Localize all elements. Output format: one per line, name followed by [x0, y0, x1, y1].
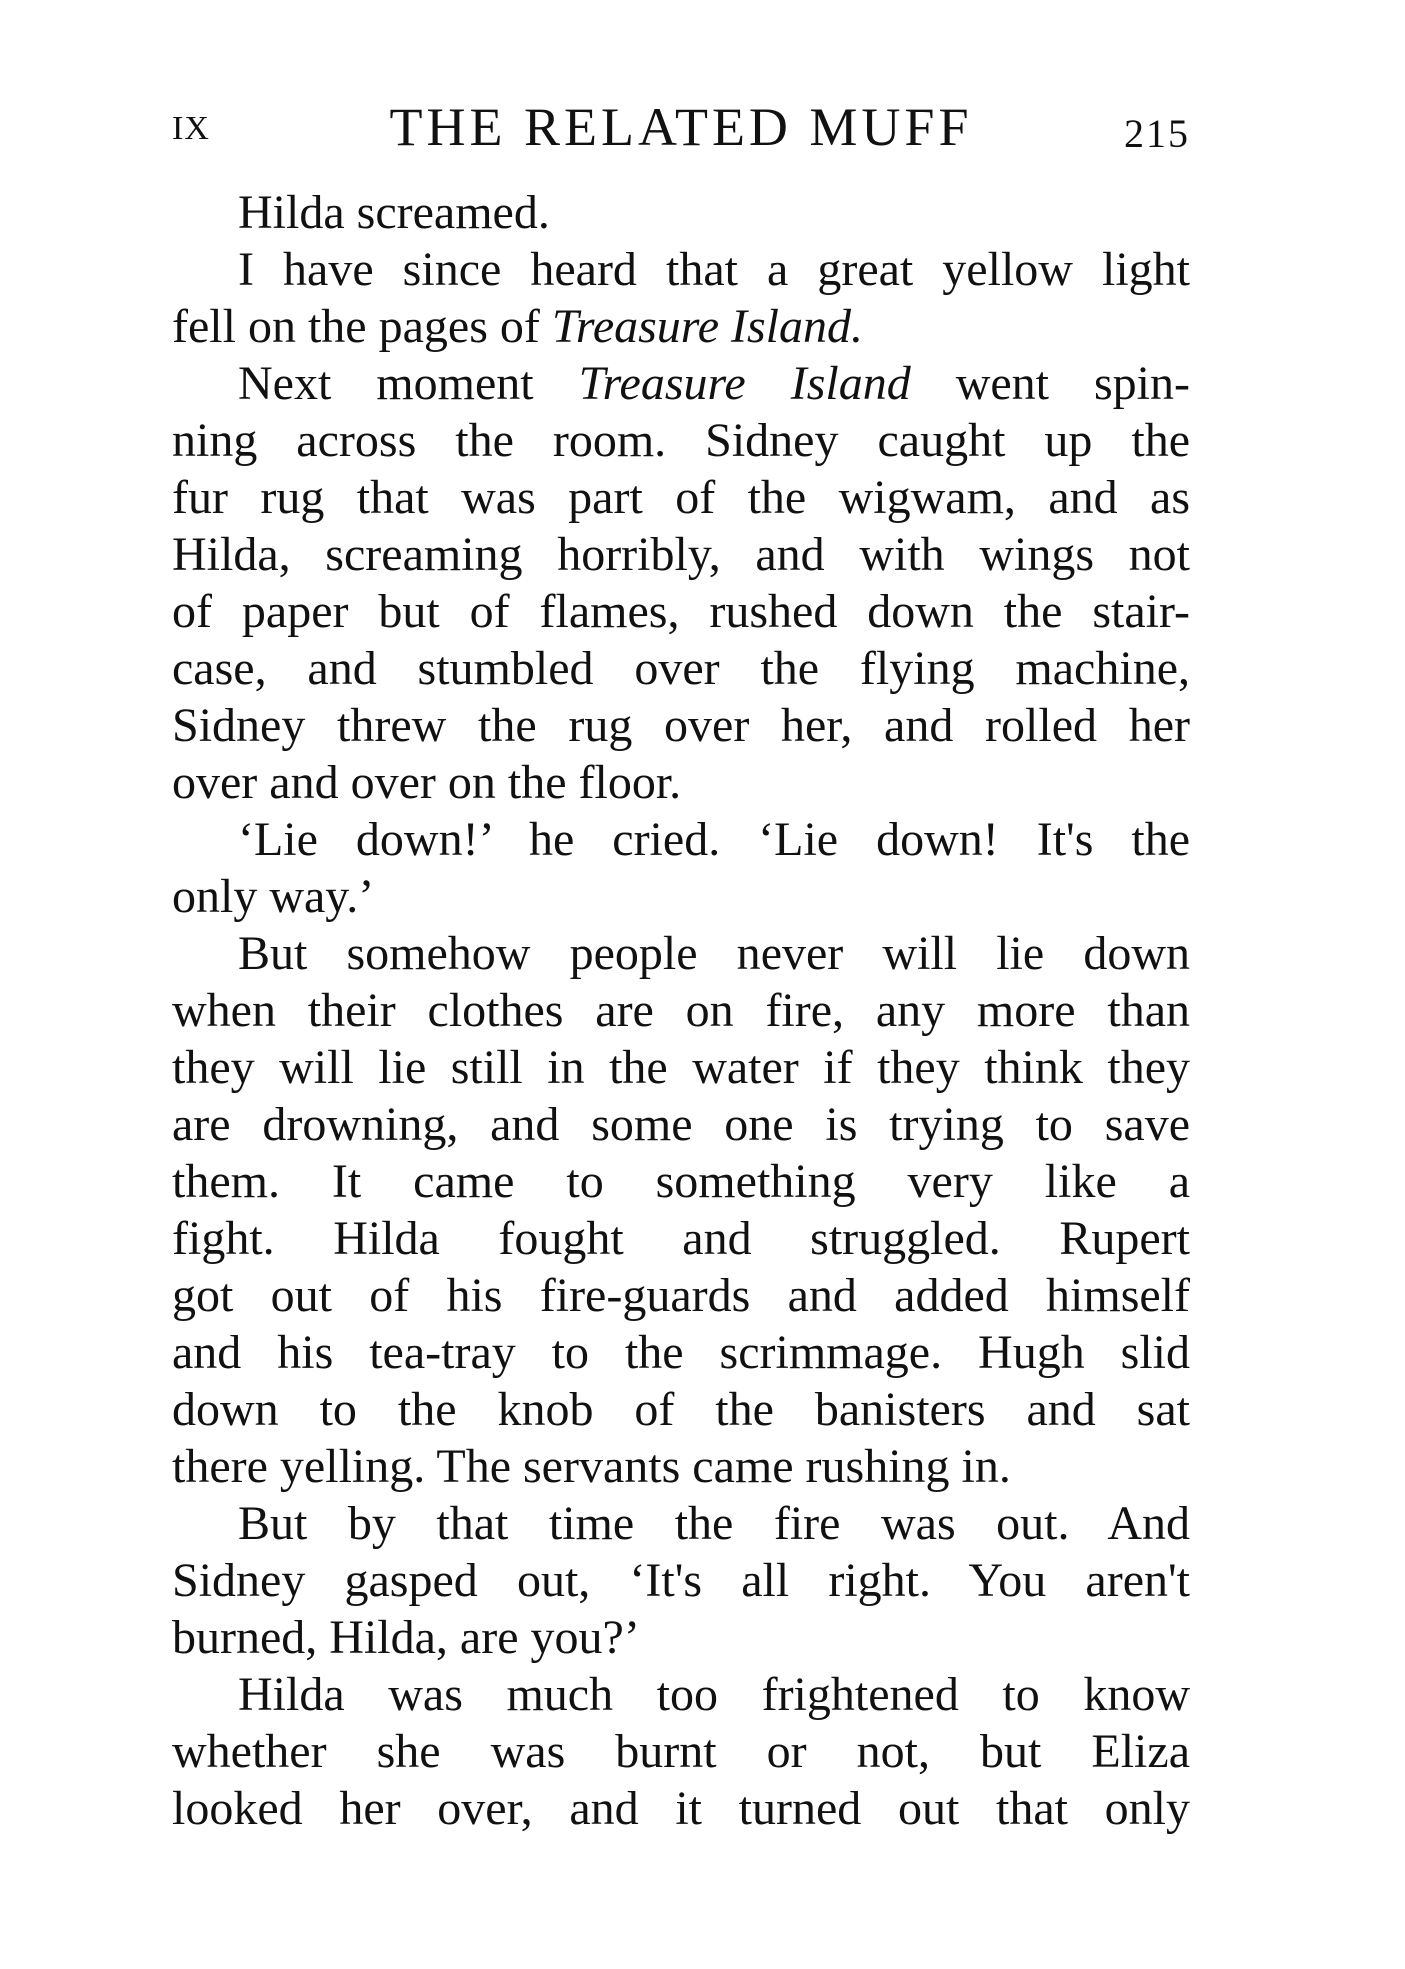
text-line: and his tea-tray to the scrimmage. Hugh slid: [172, 1326, 1190, 1379]
italic-title: Treasure Island.: [551, 300, 864, 353]
text-line: fight. Hilda fought and struggled. Rupert: [172, 1212, 1190, 1265]
text-line: case, and stumbled over the flying machine,: [172, 642, 1190, 695]
text-line: there yelling. The servants came rushing in.: [172, 1440, 1011, 1493]
text-line: Sidney threw the rug over her, and rolled her: [172, 699, 1190, 752]
text-line: down to the knob of the banisters and sat: [172, 1383, 1190, 1436]
text-run: fell on the pages of: [172, 300, 552, 353]
text-line: got out of his fire-guards and added himself: [172, 1269, 1190, 1322]
text-run: Next moment: [238, 357, 579, 410]
text-line: fur rug that was part of the wigwam, and as: [172, 471, 1190, 524]
italic-title: Treasure Island: [578, 357, 911, 410]
text-line: Sidney gasped out, ‘It's all right. You aren't: [172, 1554, 1190, 1607]
text-line: they will lie still in the water if they think they: [172, 1041, 1190, 1094]
text-line: Hilda screamed.: [238, 186, 550, 239]
text-line: But somehow people never will lie down: [238, 927, 1190, 980]
text-line: Hilda was much too frightened to know: [238, 1668, 1190, 1721]
text-line: I have since heard that a great yellow light: [238, 243, 1190, 296]
text-line: only way.’: [172, 870, 375, 923]
text-line: of paper but of flames, rushed down the stair-: [172, 585, 1190, 638]
text-line: Hilda, screaming horribly, and with wings not: [172, 528, 1190, 581]
text-line: ning across the room. Sidney caught up the: [172, 414, 1190, 467]
running-head: [172, 96, 1190, 166]
text-line: over and over on the floor.: [172, 756, 682, 809]
text-line: burned, Hilda, are you?’: [172, 1611, 640, 1664]
text-line: are drowning, and some one is trying to save: [172, 1098, 1190, 1151]
text-line: them. It came to something very like a: [172, 1155, 1190, 1208]
text-line: [172, 298, 1190, 355]
text-line: ‘Lie down!’ he cried. ‘Lie down! It's the: [238, 813, 1190, 866]
body-text: [172, 184, 1190, 1837]
text-run: went spin-: [910, 357, 1190, 410]
text-line: looked her over, and it turned out that only: [172, 1782, 1190, 1835]
text-line: when their clothes are on fire, any more than: [172, 984, 1190, 1037]
chapter-number: IX: [172, 110, 210, 147]
running-title: THE RELATED MUFF: [389, 97, 973, 157]
page-number: 215: [1124, 111, 1190, 156]
text-line: But by that time the fire was out. And: [238, 1497, 1190, 1550]
text-line: whether she was burnt or not, but Eliza: [172, 1725, 1190, 1778]
text-line: [172, 355, 1190, 412]
